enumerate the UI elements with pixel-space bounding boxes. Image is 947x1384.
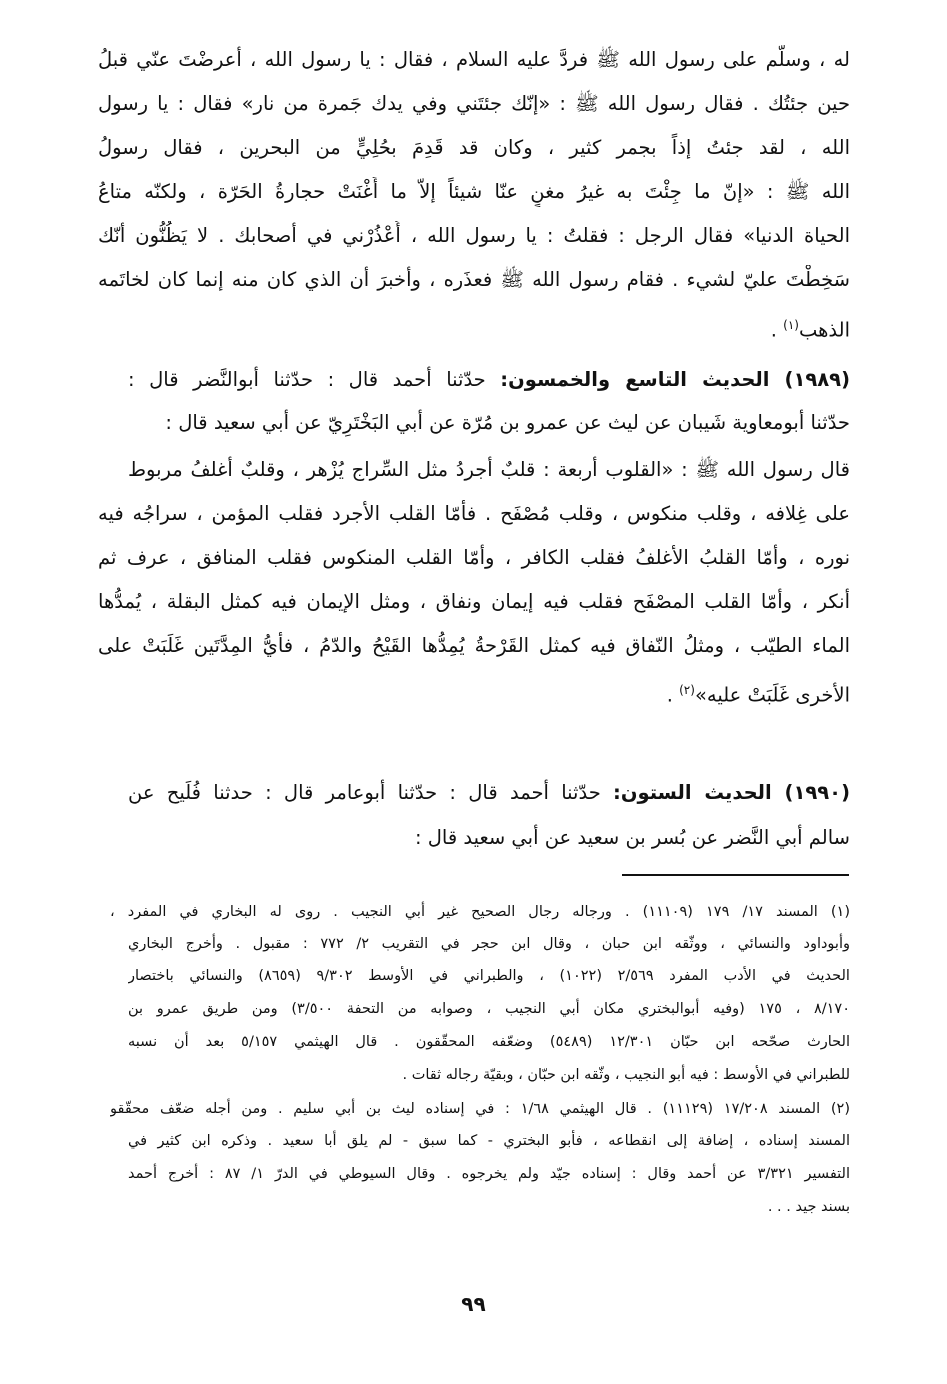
text-fragment: الذهب (798, 318, 850, 342)
text-line: حين جئتُك . فقال رسول الله ﷺ : «إنّك جئتَني وفي يدك جَمرة من نار» فقال : يا رسول (98, 92, 850, 115)
text-line: أنكر ، وأمّا القلب المصْفَح فقلب فيه إيمان ونفاق ، ومثل الإيمان فيه كمثل البقلة ، يُمدُّها (98, 590, 850, 613)
page-number: ٩٩ (461, 1292, 486, 1316)
text-fragment: . (770, 318, 784, 342)
text-fragment: الأخرى غَلَبَتْ عليه» (694, 683, 850, 707)
text-line: الله ، لقد جئتُ إذاً بجمر كثير ، وكان قد قَدِمَ بحُلِيٍّ من البحرين ، فقال رسولُ (98, 136, 850, 159)
text-line: سالم أبي النَّضر عن بُسر بن سعيد عن أبي سعيد قال : (414, 826, 850, 849)
text-line: الحياة الدنيا» فقال الرجل : فقلتُ : يا رسول الله ، أُعْذُرْني في أصحابك . لا يَظُنُّون أنّك (98, 224, 850, 247)
text-line: نوره ، وأمّا القلبُ الأغلفُ فقلب الكافر ، وأمّا القلب المنكوس فقلب المنافق ، عرف ثم (98, 546, 850, 569)
text-fragment: . (666, 683, 680, 707)
text-line (98, 675, 850, 711)
footnote-ref-2[interactable]: (٢) (679, 683, 695, 697)
footnote-line: الحديث في الأدب المفرد ٢/٥٦٩ (١٠٢٢) ، والطبراني في الأوسط ٩/٣٠٢ (٨٦٥٩) والنسائي باختصار (128, 968, 850, 984)
footnote-line: الحارث صحّحه ابن حبّان ١٢/٣٠١ (٥٤٨٩) وضعّفه المحقّقون . قال الهيثمي ٥/١٥٧ بعد أن نسبه (128, 1034, 850, 1050)
hadith-title: (١٩٩٠) الحديث الستون: (613, 781, 850, 804)
text-line: على غِلافه ، وقلب منكوس ، وقلب مُصْفَح . فأمّا القلب الأجرد فقلب المؤمن ، سراجُه فيه (98, 502, 850, 525)
footnote-line: بسند جيد . . . (767, 1199, 850, 1215)
footnote-line: ٨/١٧٠ ، ١٧٥ (وفيه أبوالبختري مكان أبي النجيب ، وصوابه من التحفة ٣/٥٠٠) ومن طريق عمرو بن (128, 1001, 850, 1017)
footnote-line: المسند إسناده ، إضافة إلى انقطاعه ، فأبو البختري - كما سبق - لم يلق أبا سعيد . وذكره ابن كثير في (128, 1133, 850, 1149)
text-line: الله ﷺ : «إنّ ما جِئْتَ به غيرُ مغنٍ عنّا شيئاً إلاّ ما أَغْنَتْ حجارةُ الحَرّة ، ولكنّه متاعُ (98, 180, 850, 203)
hadith-heading-1989 (128, 365, 850, 395)
text-line: له ، وسلّم على رسول الله ﷺ فردَّ عليه السلام ، فقال : يا رسول الله ، أعرضْتَ عنّي قبلُ (98, 48, 850, 71)
footnote-line: التفسير ٣/٣٢١ عن أحمد وقال : إسناده جيّد ولم يخرجوه . وقال السيوطي في الدرّ ١/ ٨٧ : أخرج أحمد (128, 1166, 850, 1182)
footnote-line: وأبوداود والنسائي ، ووثّقه ابن حبان ، وقال ابن حجر في التقريب ٢/ ٧٧٢ : مقبول . وأخرج البخاري (128, 936, 850, 952)
footnote-divider (622, 874, 849, 876)
footnote-line: للطبراني في الأوسط : فيه أبو النجيب ، وثّقه ابن حبّان ، وبقيّة رجاله ثقات . (402, 1067, 850, 1083)
hadith-heading-1990 (128, 778, 850, 808)
text-line: الماء الطيّب ، ومثلُ النّفاق فيه كمثل القَرْحةُ يُمِدُّها القَيْحُ والدّمُ ، فأيُّ المِدَّتَين غَلَبَتْ على (98, 634, 850, 657)
text-fragment: حدّثنا أحمد قال : حدّثنا أبوالنَّضر قال : (128, 368, 501, 391)
hadith-title: (١٩٨٩) الحديث التاسع والخمسون: (500, 368, 850, 391)
text-line: حدّثنا أبومعاوية شَيبان عن ليث عن عمرو بن مُرّة عن أبي البَخْتَرِيّ عن أبي سعيد قال : (165, 411, 850, 434)
text-line: سَخِطْتَ عليّ لشيء . فقام رسول الله ﷺ فعذَره ، وأخبرَ أن الذي كان منه إنما كان لخاتَمه (98, 268, 850, 291)
footnote-ref-1[interactable]: (١) (783, 318, 799, 332)
footnote-line: (١) المسند ١٧/ ١٧٩ (١١١٠٩) . ورجاله رجال الصحيح غير أبي النجيب . روى له البخاري في المفرد ، (110, 904, 850, 920)
text-line: قال رسول الله ﷺ : «القلوب أربعة : قلبٌ أجردُ مثل السِّراج يُزْهر ، وقلبٌ أغلفُ مربوط (128, 458, 850, 481)
text-fragment: حدّثنا أحمد قال : حدّثنا أبوعامر قال : حدثنا فُلَيح عن (128, 781, 614, 804)
footnote-line: (٢) المسند ١٧/٢٠٨ (١١١٢٩) . قال الهيثمي ١/٦٨ : في إسناده ليث بن أبي سليم . ومن أجله ضعّف محقّقو (110, 1101, 850, 1117)
text-line (98, 310, 850, 346)
